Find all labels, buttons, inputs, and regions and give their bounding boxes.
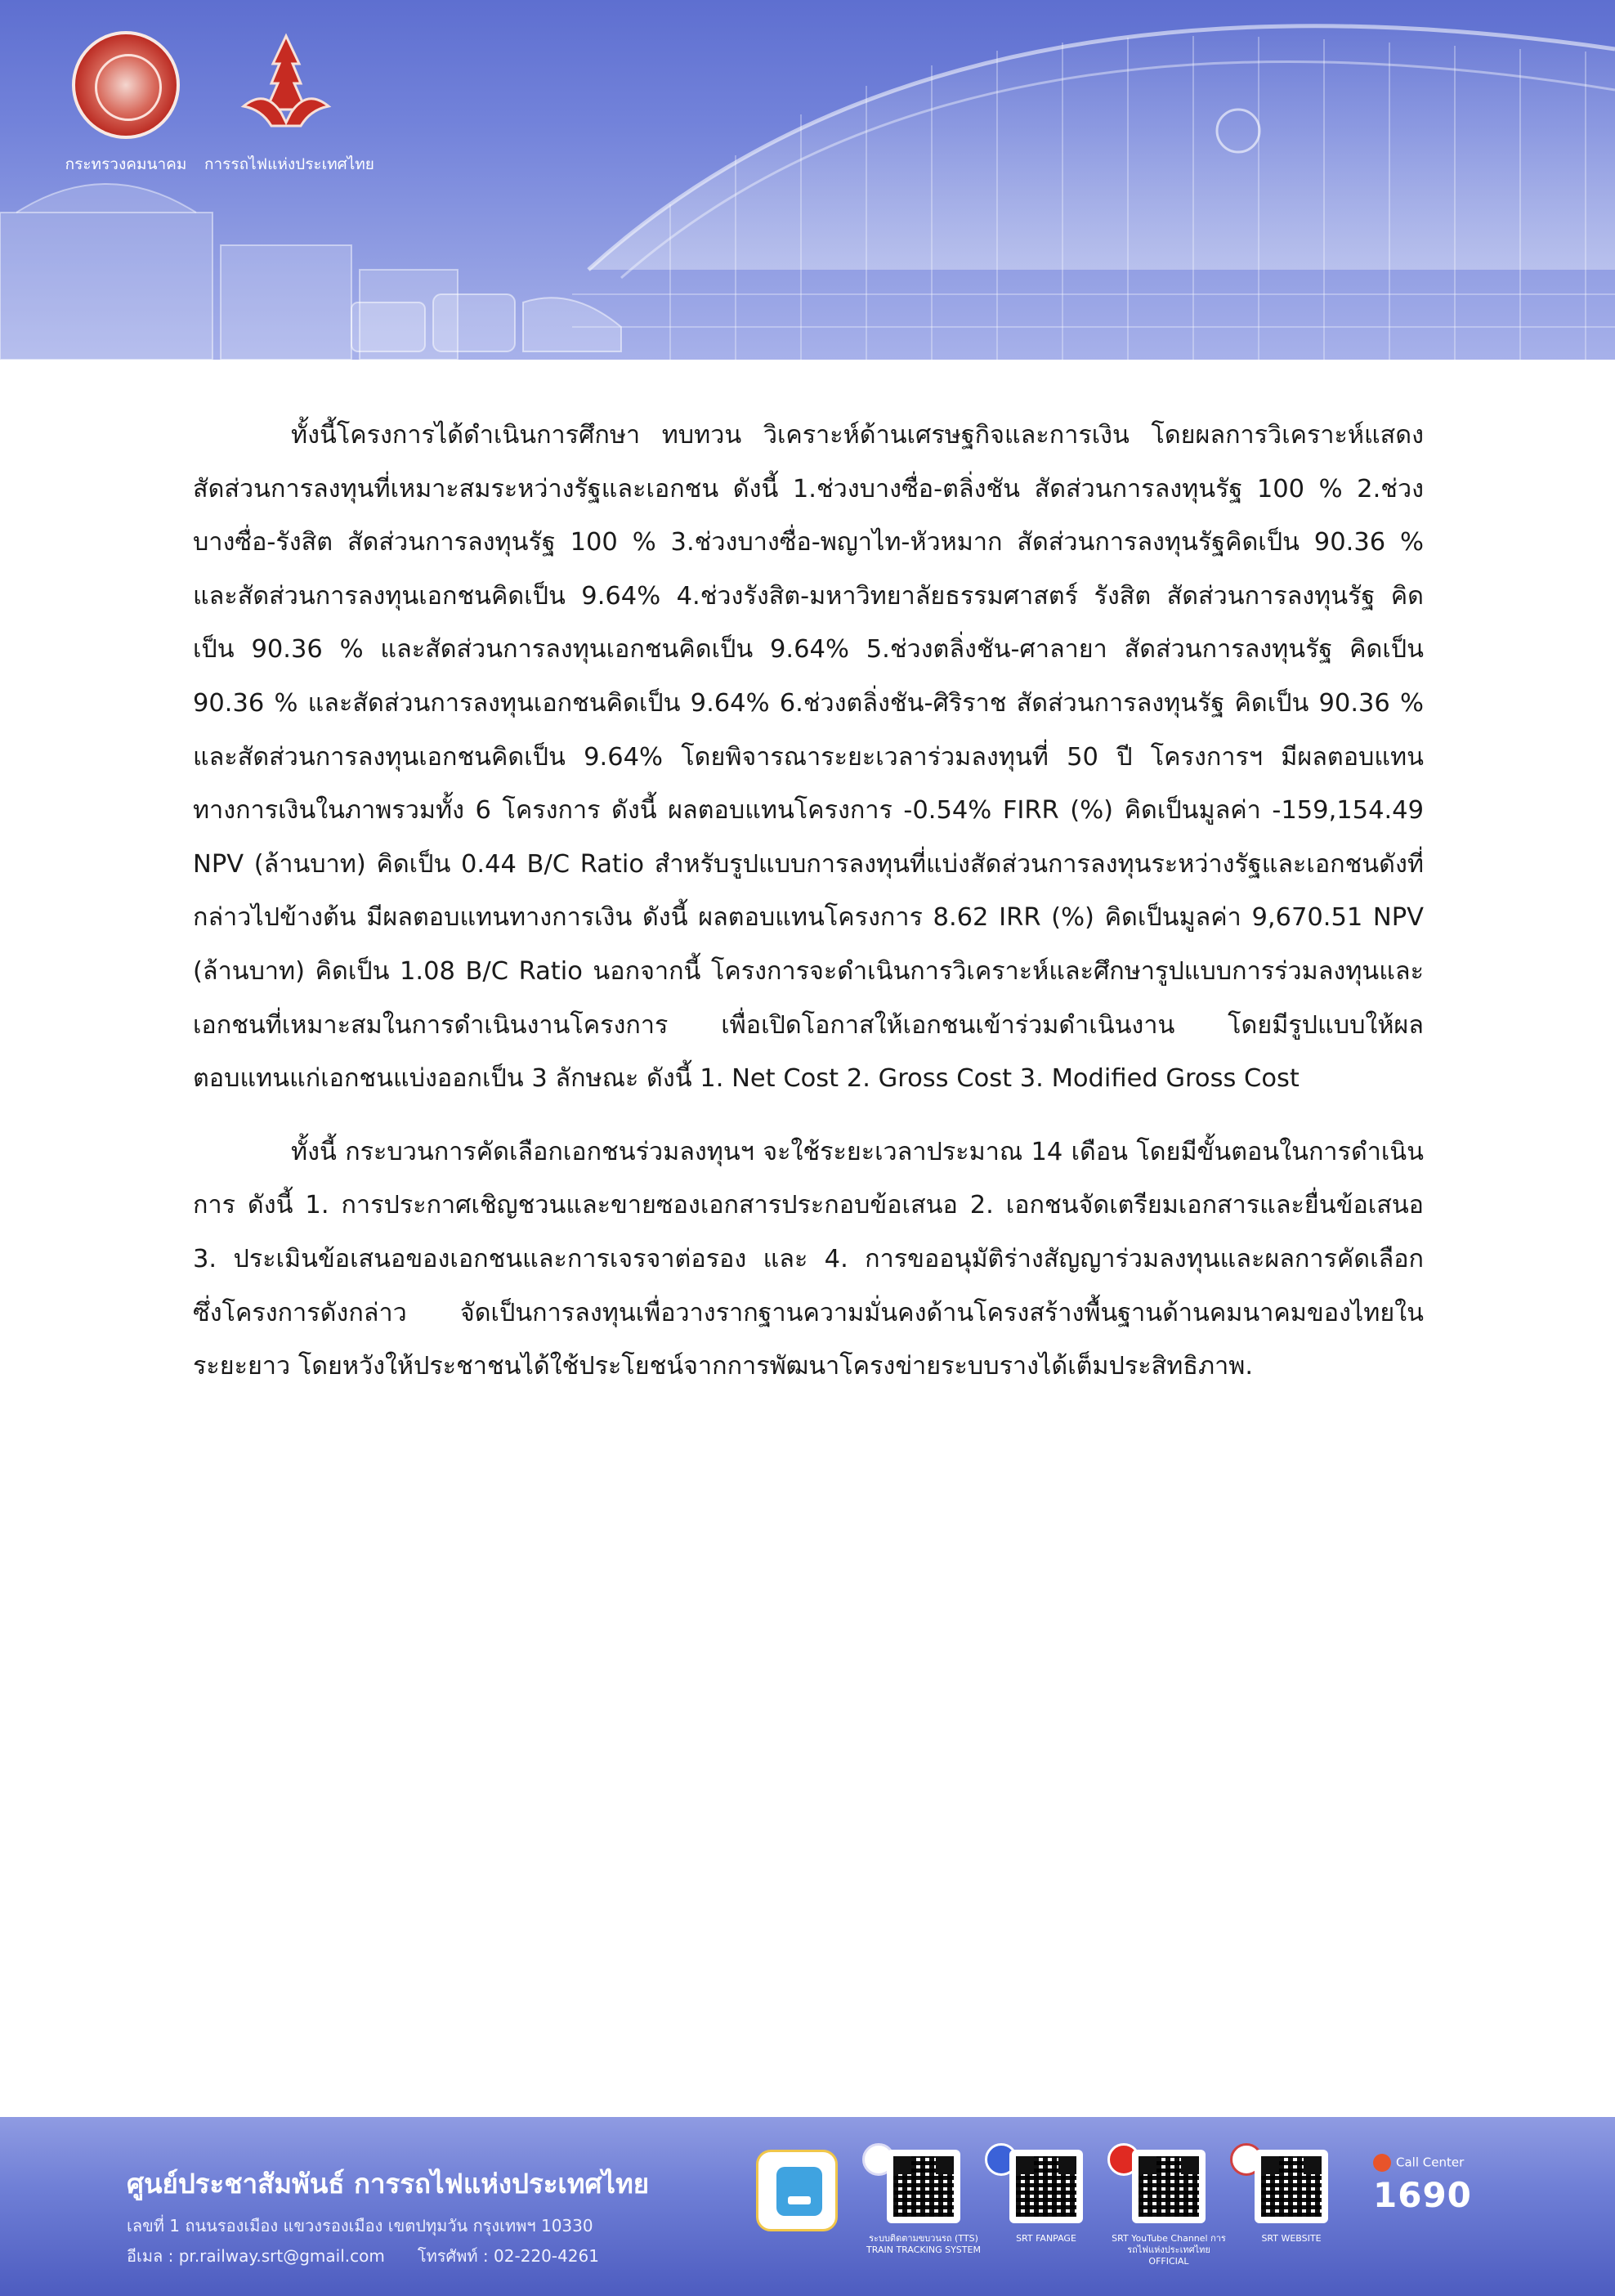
call-center-number: 1690: [1373, 2175, 1472, 2215]
qr-fanpage[interactable]: [985, 2150, 1107, 2289]
footer-phone: โทรศัพท์ : 02-220-4261: [417, 2246, 599, 2266]
document-body: [193, 409, 1424, 1394]
srt-emblem-icon: [232, 31, 340, 139]
header-banner: [0, 0, 1615, 360]
qr-code-icon: [1132, 2150, 1206, 2223]
phone-icon: [1373, 2154, 1391, 2172]
srt-name: การรถไฟแห่งประเทศไทย: [204, 155, 374, 173]
qr-code-icon: [1009, 2150, 1083, 2223]
ministry-logo-group: [44, 31, 208, 177]
qr-youtube-label: SRT YouTube Channel การรถไฟแห่งประเทศไทย OFFICIAL: [1112, 2233, 1226, 2267]
qr-website[interactable]: [1230, 2150, 1353, 2289]
footer-address: เลขที่ 1 ถนนรองเมือง แขวงรองเมือง เขตปทุมวัน กรุงเทพฯ 10330: [127, 2216, 593, 2236]
paragraph-financial-analysis: ทั้งนี้โครงการได้ดำเนินการศึกษา ทบทวน วิเคราะห์ด้านเศรษฐกิจและการเงิน โดยผลการวิเคราะห์แสดงสัดส่วนการลงทุนที่เหมาะสมระหว่างรัฐและเอกชน ดังนี้ 1.ช่วงบางซื่อ-ตลิ่งชัน สัดส่วนการลงทุนรัฐ 100 % 2.ช่วงบางซื่อ-รังสิต สัดส่วนการลงทุนรัฐ 100 % 3.ช่วงบางซื่อ-พญาไท-หัวหมาก สัดส่วนการลงทุนรัฐคิดเป็น 90.36 % และสัดส่วนการลงทุนเอกชนคิดเป็น 9.64% 4.ช่วงรังสิต-มหาวิทยาลัยธรรมศาสตร์ รังสิต สัดส่วนการลงทุนรัฐ คิดเป็น 90.36 % และสัดส่วนการลงทุนเอกชนคิดเป็น 9.64% 5.ช่วงตลิ่งชัน-ศาลายา สัดส่วนการลงทุนรัฐ คิดเป็น 90.36 % และสัดส่วนการลงทุนเอกชนคิดเป็น 9.64% 6.ช่วงตลิ่งชัน-ศิริราช สัดส่วนการลงทุนรัฐ คิดเป็น 90.36 % และสัดส่วนการลงทุนเอกชนคิดเป็น 9.64% โดยพิจารณาระยะเวลาร่วมลงทุนที่ 50 ปี โครงการฯ มีผลตอบแทนทางการเงินในภาพรวมทั้ง 6 โครงการ ดังนี้ ผลตอบแทนโครงการ -0.54% FIRR (%) คิดเป็นมูลค่า -159,154.49 NPV (ล้านบาท) คิดเป็น 0.44 B/C Ratio สำหรับรูปแบบการลงทุนที่แบ่งสัดส่วนการลงทุนระหว่างรัฐและเอกชนดังที่กล่าวไปข้างต้น มีผลตอบแทนทางการเงิน ดังนี้ ผลตอบแทนโครงการ 8.62 IRR (%) คิดเป็นมูลค่า 9,670.51 NPV (ล้านบาท) คิดเป็น 1.08 B/C Ratio นอกจากนี้ โครงการจะดำเนินการวิเคราะห์และศึกษารูปแบบการร่วมลงทุนและเอกชนที่เหมาะสมในการดำเนินงานโครงการ เพื่อเปิดโอกาสให้เอกชนเข้าร่วมดำเนินงาน โดยมีรูปแบบให้ผลตอบแทนแก่เอกชนแบ่งออกเป็น 3 ลักษณะ ดังนี้ 1. Net Cost 2. Gross Cost 3. Modified Gross Cost: [193, 421, 1424, 1094]
footer-title: ศูนย์ประชาสัมพันธ์ การรถไฟแห่งประเทศไทย: [127, 2168, 650, 2200]
qr-tts[interactable]: [862, 2150, 985, 2289]
call-center-label: Call Center: [1396, 2155, 1465, 2170]
train-icon: [776, 2167, 822, 2216]
paragraph-selection-process: ทั้งนี้ กระบวนการคัดเลือกเอกชนร่วมลงทุนฯ จะใช้ระยะเวลาประมาณ 14 เดือน โดยมีขั้นตอนในการดำเนินการ ดังนี้ 1. การประกาศเชิญชวนและขายซองเอกสารประกอบข้อเสนอ 2. เอกชนจัดเตรียมเอกสารและยื่นข้อเสนอ 3. ประเมินข้อเสนอของเอกชนและการเจรจาต่อรอง และ 4. การขออนุมัติร่างสัญญาร่วมลงทุนและผลการคัดเลือก ซึ่งโครงการดังกล่าว จัดเป็นการลงทุนเพื่อวางรากฐานความมั่นคงด้านโครงสร้างพื้นฐานด้านคมนาคมของไทยในระยะยาว โดยหวังให้ประชาชนได้ใช้ประโยชน์จากการพัฒนาโครงข่ายระบบรางได้เต็มประสิทธิภาพ.: [193, 1137, 1424, 1381]
qr-fanpage-label: SRT FANPAGE: [1016, 2233, 1076, 2244]
srt-logo-group: [204, 31, 374, 177]
footer-contact: [127, 2243, 599, 2269]
call-center[interactable]: [1373, 2154, 1496, 2215]
qr-youtube[interactable]: [1107, 2150, 1230, 2289]
footer: [0, 2117, 1615, 2296]
qr-code-icon: [1255, 2150, 1328, 2223]
footer-email: อีเมล : pr.railway.srt@gmail.com: [127, 2246, 385, 2266]
qr-tts-label: ระบบติดตามขบวนรถ (TTS) TRAIN TRACKING SYSTEM: [866, 2233, 981, 2255]
qr-code-icon: [887, 2150, 960, 2223]
qr-website-label: SRT WEBSITE: [1261, 2233, 1322, 2244]
ministry-name: กระทรวงคมนาคม: [65, 155, 187, 173]
ministry-seal-icon: [72, 31, 180, 139]
call-center-label-row: [1373, 2154, 1496, 2172]
train-app-icon[interactable]: [756, 2150, 838, 2231]
